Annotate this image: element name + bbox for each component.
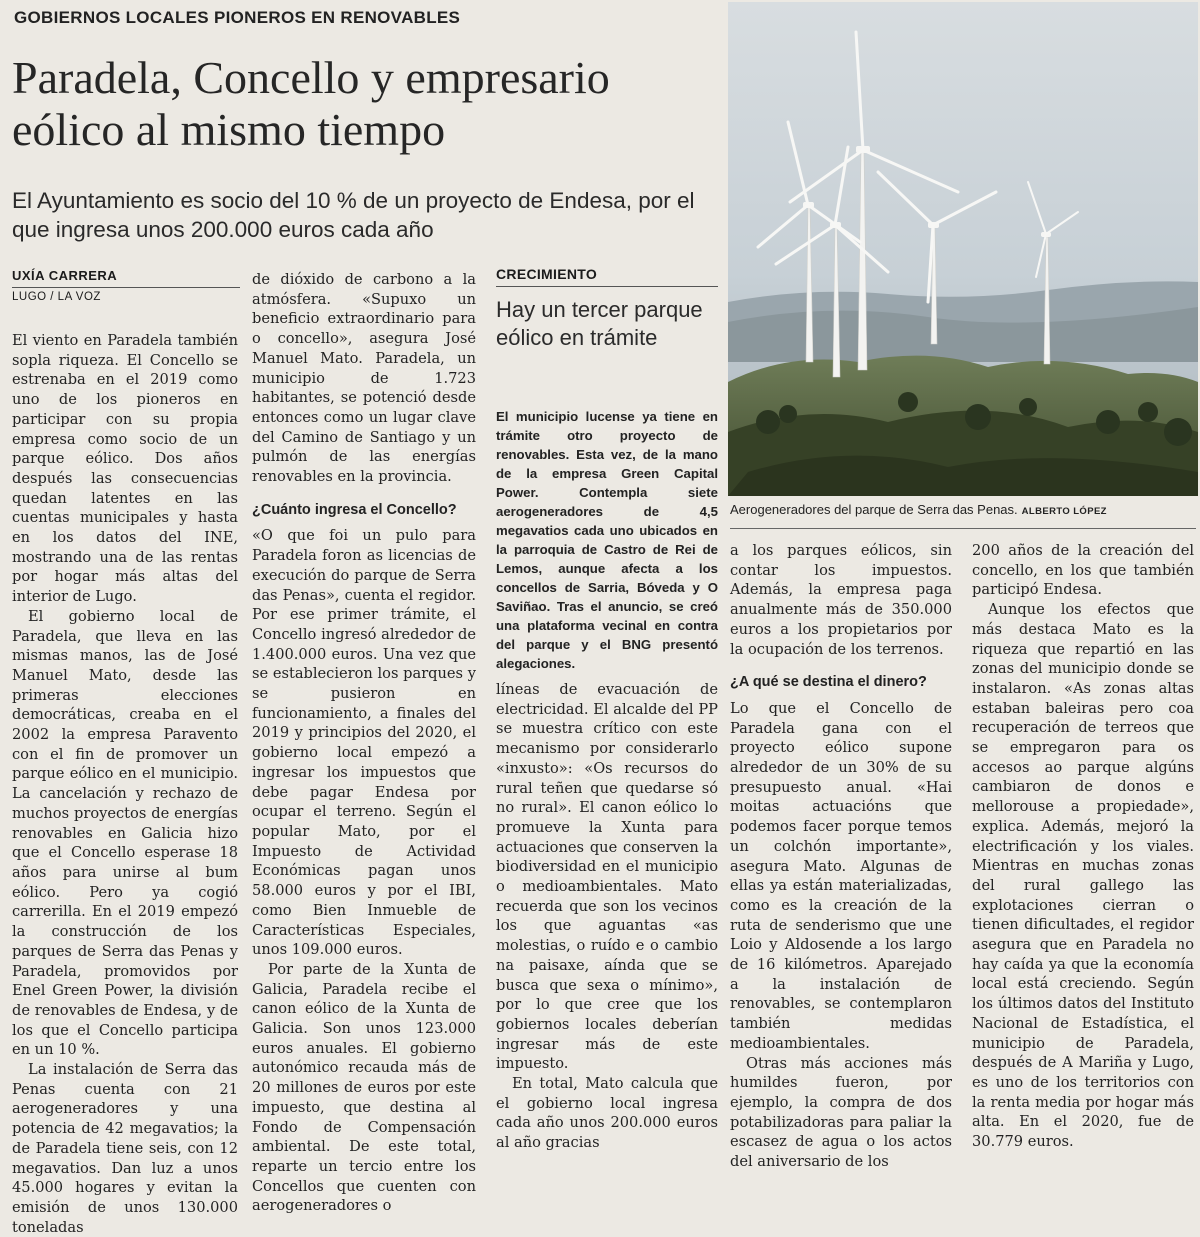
paragraph: líneas de evacuación de electricidad. El alcalde del PP se muestra crítico con este mecanismo por considerarlo «inxusto»: «Os recursos do rural teñen que quedarse só no rural». El canon eólico lo promueve la Xunta para actuaciones que conserven la biodiversidad en el municipio o medioambientales. Mato recuerda que son los vecinos los que aguantas «as molestias, o ruído e o cambio na paisaxe, aínda que se busca que sexa o mínimo», por lo que cree que los gobiernos locales deberían ingresar más de este impuesto.	[496, 681, 718, 1073]
sidebar-box-title: CRECIMIENTO	[496, 266, 598, 282]
article-column-1	[12, 331, 238, 1237]
paragraph: de dióxido de carbono a la atmósfera. «Supuxo un beneficio extraordinario para o concello», asegura José Manuel Mato. Paradela, un municipio de 1.723 habitantes, se potenció desde entonces como un lugar clave del Camino de Santiago y un pulmón de las energías renovables en la provincia.	[252, 271, 476, 486]
paragraph: Otras más acciones más humildes fueron, por ejemplo, la compra de dos potabilizadoras para paliar la escasez de agua o los actos del aniversario de los	[730, 1054, 952, 1171]
paragraph: El viento en Paradela también sopla riqueza. El Concello se estrenaba en el 2019 como uno de los pioneros en participar con su propia empresa como socio de un parque eólico. Dos años después las consecuencias quedan latentes en las cuentas municipales y hasta en los datos del INE, mostrando una de las rentas por hogar más altas del interior de Lugo.	[12, 332, 238, 606]
subhead: El Ayuntamiento es socio del 10 % de un proyecto de Endesa, por el que ingresa unos 200.000 euros cada año	[12, 188, 695, 242]
photo-caption	[730, 502, 1196, 517]
photo-credit: ALBERTO LÓPEZ	[1021, 506, 1107, 517]
subheading-income: ¿Cuánto ingresa el Concello?	[252, 501, 457, 518]
paragraph: Por parte de la Xunta de Galicia, Paradela recibe el canon eólico de la Xunta de Galicia. Son unos 123.000 euros anuales. El gobierno autonómico recauda más de 20 millones de euros por este impuesto, que destina al Fondo de Compensación ambiental. De este total, reparte un tercio entre los Concellos que cuenten con aerogeneradores o	[252, 960, 476, 1215]
caption-text: Aerogeneradores del parque de Serra das Penas.	[730, 502, 1018, 517]
wind-turbines-photo	[728, 2, 1198, 496]
article-column-4	[730, 541, 952, 1172]
paragraph: «O que foi un pulo para Paradela foron as licencias de execución do parque de Serra das Penas», cuenta el regidor. Por ese primer trámite, el Concello ingresó alrededor de 1.400.000 euros. Una vez que se establecieron los parques y se pusieron en funcionamiento, a finales del 2019 y principios del 2020, el gobierno local empezó a ingresar los impuestos que debe pagar Endesa por ocupar el terreno. Según el popular Mato, por el Impuesto de Actividad Económicas pagan unos 58.000 euros y por el IBI, como Bien Inmueble de Características Especiales, unos 109.000 euros.	[252, 527, 476, 959]
paragraph: Lo que el Concello de Paradela gana con el proyecto eólico supone alrededor de un 30% de su presupuesto anual. «Hai moitas actuacións que podemos facer porque temos un colchón importante», asegura Mato. Algunas de ellas ya están materializadas, como es la creación de la ruta de senderismo que une Loio y Aldosende a los largo de 16 kilómetros. Aparejado a la instalación de renovables, se contemplaron también medidas medioambientales.	[730, 699, 952, 1052]
paragraph: En total, Mato calcula que el gobierno local ingresa cada año unos 200.000 euros al año gracias	[496, 1075, 718, 1152]
headline: Paradela, Concello y empresario eólico al mismo tiempo	[12, 52, 610, 155]
wind-turbines-illustration	[728, 2, 1198, 496]
byline-rule	[12, 287, 240, 288]
sidebar-box-body: El municipio lucense ya tiene en trámite otro proyecto de renovables. Esta vez, de la mano de la empresa Green Capital Power. Contempla siete aerogeneradores de 4,5 megavatios cada uno ubicados en la parroquia de Castro de Rei de Lemos, aunque afecta a los concellos de Sarria, Bóveda y O Saviñao. Tras el anuncio, se creó una plataforma vecinal en contra del parque y el BNG presentó alegaciones.	[496, 409, 718, 671]
dateline: LUGO / LA VOZ	[12, 291, 101, 303]
article-column-2	[252, 270, 476, 1216]
sidebar-box-headline: Hay un tercer parque eólico en trámite	[496, 297, 703, 350]
paragraph: 200 años de la creación del concello, en los que también participó Endesa.	[972, 542, 1194, 599]
byline: UXÍA CARRERA	[12, 268, 118, 283]
caption-rule	[730, 528, 1196, 529]
paragraph: Aunque los efectos que más destaca Mato es la riqueza que repartió en las zonas del municipio donde se instalaron. «As zonas altas estaban baleiras pero coa recuperación de terreos que se empregaron para os accesos ao parque algúns cambiaron de donos e mellorouse a propiedade», explica. Además, mejoró la electrificación y los viales. Mientras en muchas zonas del rural gallego las explotaciones cierran o tienen dificultades, el regidor asegura que en Paradela no hay caída ya que la economía local está creciendo. Según los últimos datos del Instituto Nacional de Estadística, el municipio de Paradela, después de A Mariña y Lugo, es uno de los territorios con la renta media por hogar más alta. En el 2020, fue de 30.779 euros.	[972, 601, 1194, 1151]
paragraph: La instalación de Serra das Penas cuenta con 21 aerogeneradores y una potencia de 42 megavatios; la de Paradela tiene seis, con 12 megavatios. Dan luz a unos 45.000 hogares y evitan la emisión de unos 130.000 toneladas	[12, 1061, 238, 1236]
sidebar-box-rule	[496, 286, 718, 287]
article-column-3	[496, 680, 718, 1153]
article-column-5	[972, 541, 1194, 1152]
paragraph: a los parques eólicos, sin contar los impuestos. Además, la empresa paga anualmente más de 350.000 euros a los propietarios por la ocupación de los terrenos.	[730, 542, 952, 658]
paragraph: El gobierno local de Paradela, que lleva en las mismas manos, las de José Manuel Mato, desde las primeras elecciones democráticas, creaba en el 2002 la empresa Paravento con el fin de promover un parque eólico en el municipio. La cancelación y rechazo de muchos proyectos de energías renovables en Galicia hizo que el Concello esperase 18 años para unirse al bum eólico. Pero ya cogió carrerilla. En el 2019 empezó la construcción de los parques de Serra das Penas y Paradela, promovidos por Enel Green Power, la división de renovables de Endesa, y de los que el Concello participa en un 10 %.	[12, 607, 238, 1059]
section-tag: GOBIERNOS LOCALES PIONEROS EN RENOVABLES	[14, 8, 461, 27]
subheading-money-use: ¿A qué se destina el dinero?	[730, 674, 927, 691]
